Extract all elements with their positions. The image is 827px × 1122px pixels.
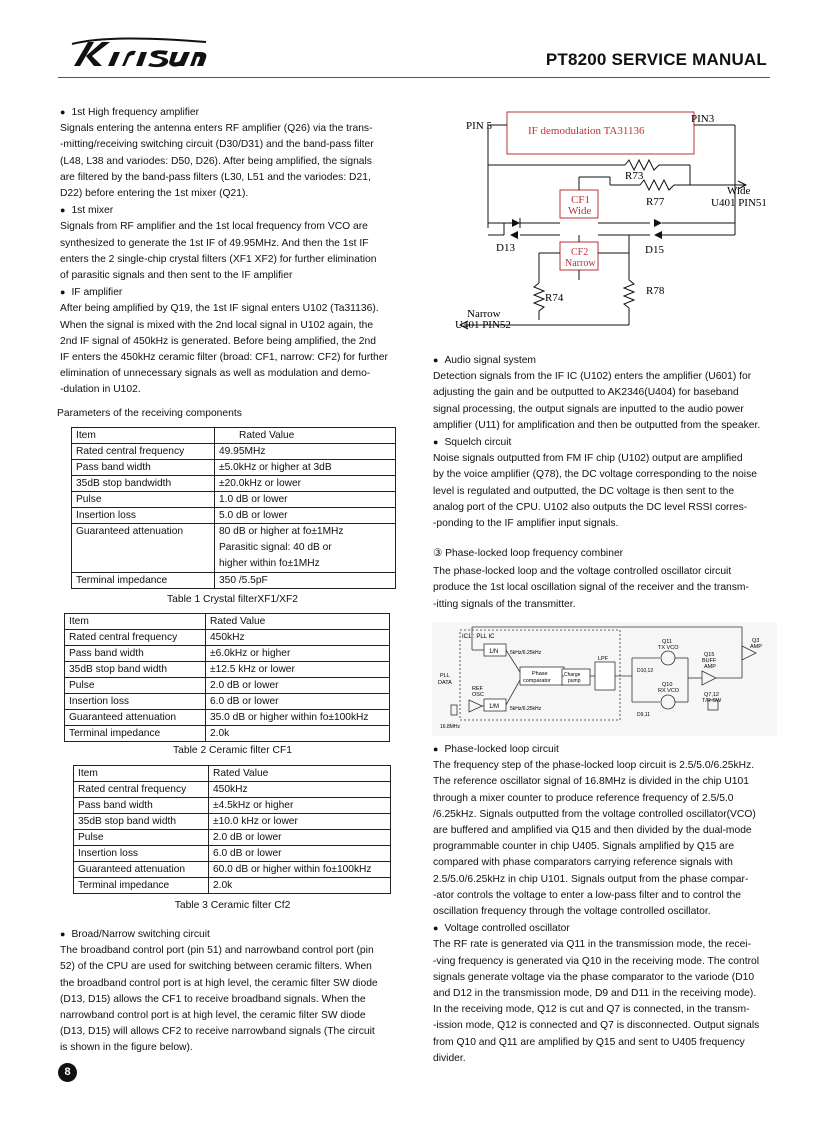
- text-line: Signals entering the antenna enters RF amplifier (Q26) via the trans-: [60, 123, 373, 135]
- buff-label: BUFF: [702, 658, 717, 664]
- tr-sw-label: T/R SW: [702, 698, 722, 704]
- text-line: enters the 2 single-chip crystal filters (XF1 XF2) for further elimination: [60, 253, 377, 265]
- table-caption: Table 1 Crystal filterXF1/XF2: [166, 594, 299, 605]
- text-line: is shown in the figure below).: [60, 1042, 193, 1054]
- cf1-wide-label: Wide: [568, 205, 592, 217]
- ic-label: IF demodulation TA31136: [528, 125, 645, 137]
- table-row: [65, 710, 390, 726]
- manual-title: PT8200 SERVICE MANUAL: [545, 50, 767, 69]
- table-header-cell: Item: [65, 614, 206, 630]
- pll-ic-label: IC1 : PLL IC: [462, 634, 495, 640]
- table-row: [74, 830, 391, 846]
- table-cell: 2.0k: [206, 726, 390, 742]
- step-label: 5kHz/6.25kHz: [510, 650, 542, 656]
- q7-label: Q7,12: [704, 692, 719, 698]
- divider-m: 1/M: [489, 704, 500, 710]
- table-cell: Insertion loss: [74, 846, 209, 862]
- section-heading: ● 1st High frequency amplifier: [60, 104, 405, 121]
- table-ceramic-cf2: [73, 765, 391, 894]
- ref-osc-label: REF: [472, 686, 483, 692]
- table-cell: 1.0 dB or lower: [215, 492, 396, 508]
- section-heading: ● Phase-locked loop circuit: [433, 741, 778, 758]
- phase-label: Phase: [532, 671, 548, 677]
- page-number: 8: [58, 1063, 77, 1082]
- text-line: -dulation in U102.: [60, 384, 141, 396]
- r73-label: R73: [625, 170, 644, 182]
- table-cell: ±5.0kHz or higher at 3dB: [215, 460, 396, 476]
- text-line: of parasitic signals and then sent to the IF amplifier: [60, 270, 293, 282]
- text-line: The reference oscillator signal of 16.8MHz is divided in the chip U101: [433, 776, 749, 788]
- narrow-pin-label: U401 PIN52: [455, 319, 511, 331]
- tx-vco-label: TX VCO: [658, 645, 679, 651]
- table-row: [65, 694, 390, 710]
- table-caption: Table 3 Ceramic filter Cf2: [174, 900, 291, 911]
- section-heading: ● Audio signal system: [433, 352, 778, 369]
- r77-label: R77: [646, 196, 665, 208]
- table-cell: Rated central frequency: [74, 782, 209, 798]
- text-line: and D12 in the transmission mode, D9 and D11 in the receiving mode).: [433, 988, 757, 1000]
- text-line: divider.: [433, 1052, 466, 1064]
- table-cell: ±4.5kHz or higher: [209, 798, 391, 814]
- r78-label: R78: [646, 285, 665, 297]
- table-header-cell: Rated Value: [209, 766, 391, 782]
- table-cell: ±10.0 kHz or lower: [209, 814, 391, 830]
- table-row: [72, 492, 396, 508]
- text-line: 2.5/5.0/6.25kHz in chip U101. Signals output from the phase compar-: [433, 873, 749, 885]
- d13-label: D13: [496, 242, 515, 254]
- table-cell: 35.0 dB or higher within fo±100kHz: [206, 710, 390, 726]
- left-text-bottom: [60, 926, 405, 1057]
- text-line: (D13, D15) allows the CF1 to receive broadband signals. When the: [60, 993, 366, 1005]
- table-row: [65, 646, 390, 662]
- text-line: -ponding to the IF amplifier input signals.: [433, 518, 619, 530]
- xtal-label: 16.8MHz: [440, 724, 461, 730]
- table-cell: Guaranteed attenuation: [65, 710, 206, 726]
- text-line: synthesized to generate the 1st IF of 49.95MHz. And then the 1st IF: [60, 237, 369, 249]
- table-header-row: [65, 614, 390, 630]
- left-text-top: [60, 104, 405, 399]
- table-row: [72, 508, 396, 524]
- text-line: The frequency step of the phase-locked loop circuit is 2.5/5.0/6.25kHz.: [433, 760, 755, 772]
- table-caption: Table 2 Ceramic filter CF1: [172, 745, 293, 756]
- table-row: [74, 878, 391, 894]
- table-header-cell: Rated Value: [215, 428, 396, 444]
- text-line: are buffered and amplified via Q15 and then divided by the dual-mode: [433, 825, 752, 837]
- section-heading: ● Squelch circuit: [433, 434, 778, 451]
- table-cell: 6.0 dB or lower: [206, 694, 390, 710]
- section-heading: ● Voltage controlled oscillator: [433, 920, 778, 937]
- text-line: oscillation frequency through the voltage controlled oscillator.: [433, 906, 711, 918]
- table-cell: Rated central frequency: [65, 630, 206, 646]
- pll-data-label: PLL: [440, 673, 450, 679]
- lpf-label: LPF: [598, 656, 609, 662]
- table-header-cell: Rated Value: [206, 614, 390, 630]
- table-header-cell: Item: [72, 428, 215, 444]
- text-line: The broadband control port (pin 51) and narrowband control port (pin: [60, 945, 374, 957]
- table-cell: ±12.5 kHz or lower: [206, 662, 390, 678]
- table-cell: 35dB stop bandwidth: [72, 476, 215, 492]
- text-line: -itting signals of the transmitter.: [433, 598, 576, 610]
- text-line: Detection signals from the IF IC (U102) enters the amplifier (U601) for: [433, 371, 752, 383]
- step-label: 5kHz/6.25kHz: [510, 706, 542, 712]
- ref-osc-label: OSC: [472, 692, 484, 698]
- table-row: [74, 782, 391, 798]
- q11-label: Q11: [662, 639, 672, 645]
- table-cell: 49.95MHz: [215, 444, 396, 460]
- r74-label: R74: [545, 292, 564, 304]
- kirisun-logo: [70, 36, 210, 70]
- q15-label: Q15: [704, 652, 715, 658]
- section-heading: ● 1st mixer: [60, 202, 405, 219]
- table-row: [72, 476, 396, 492]
- table-crystal-filter: [71, 427, 396, 589]
- d10-label: D10,12: [637, 668, 654, 674]
- amp-label: AMP: [704, 664, 716, 670]
- table-cell: 60.0 dB or higher within fo±100kHz: [209, 862, 391, 878]
- pin3-label: PIN3: [691, 113, 715, 125]
- table-cell: Pass band width: [74, 798, 209, 814]
- cf2-narrow-label: Narrow: [565, 258, 596, 269]
- table-cell: 5.0 dB or lower: [215, 508, 396, 524]
- section-heading: ③ Phase-locked loop frequency combiner: [433, 548, 624, 559]
- section-heading: ● IF amplifier: [60, 284, 405, 301]
- wide-pin-label: U401 PIN51: [711, 197, 767, 209]
- table-row: [65, 726, 390, 742]
- table-cell: 35dB stop band width: [65, 662, 206, 678]
- cf2-label: CF2: [571, 247, 589, 258]
- table-cell: Pulse: [72, 492, 215, 508]
- text-line: analog port of the CPU. U102 also outputs the DC level RSSI corres-: [433, 501, 748, 513]
- charge-pump-label: Charge: [564, 672, 581, 678]
- params-title: Parameters of the receiving components: [57, 408, 242, 419]
- text-line: from Q10 and Q11 are amplified by Q15 and sent to U405 frequency: [433, 1036, 745, 1048]
- text-line: /6.25kHz. Signals outputted from the voltage controlled oscillator(VCO): [433, 808, 756, 820]
- text-line: signals generate voltage via the phase comparator to the variode (D10: [433, 971, 755, 983]
- text-line: The phase-locked loop and the voltage controlled oscillator circuit: [433, 566, 732, 578]
- table-header-cell: Item: [74, 766, 209, 782]
- text-line: When the signal is mixed with the 2nd local signal in U102 again, the: [60, 319, 374, 331]
- table-cell: Pass band width: [72, 460, 215, 476]
- text-line: -mitting/receiving switching circuit (D30/D31) and the band-pass filter: [60, 139, 374, 151]
- rx-vco-label: RX VCO: [658, 688, 680, 694]
- table-row: [65, 630, 390, 646]
- table-row: [72, 573, 396, 589]
- text-line: are filtered by the band-pass filters (L30, L51 and the variodes: D21,: [60, 171, 371, 183]
- table-cell: Pass band width: [65, 646, 206, 662]
- table-cell: Terminal impedance: [74, 878, 209, 894]
- pll-block-diagram: [432, 622, 777, 736]
- table-cell: 80 dB or higher at fo±1MHz Parasitic signal: 40 dB or higher within fo±1MHz: [215, 524, 396, 573]
- table-row: [65, 678, 390, 694]
- table-cell: 2.0 dB or lower: [206, 678, 390, 694]
- table-cell: Insertion loss: [65, 694, 206, 710]
- table-row: [74, 798, 391, 814]
- text-line: (D13, D15) will allows CF2 to receive narrowband signals (The circuit: [60, 1026, 375, 1038]
- table-cell: 35dB stop band width: [74, 814, 209, 830]
- text-line: through a mixer counter to produce reference frequency of 2.5/5.0: [433, 792, 734, 804]
- table-cell: 2.0 dB or lower: [209, 830, 391, 846]
- table-cell: Terminal impedance: [72, 573, 215, 589]
- q3-label: Q3: [752, 638, 760, 644]
- text-line: signal processing, the output signals are inputted to the audio power: [433, 403, 744, 415]
- text-line: 52) of the CPU are used for switching between ceramic filters. When: [60, 961, 372, 973]
- table-header-row: [72, 428, 396, 444]
- table-cell: Pulse: [74, 830, 209, 846]
- header-divider: [58, 77, 770, 78]
- table-cell: Guaranteed attenuation: [74, 862, 209, 878]
- text-line: The RF rate is generated via Q11 in the transmission mode, the recei-: [433, 939, 752, 951]
- text-line: programmable counter in chip U405. Signals amplified by Q15 are: [433, 841, 735, 853]
- text-line: Noise signals outputted from FM IF chip (U102) output are amplified: [433, 453, 743, 465]
- right-text-pll-intro: [433, 546, 778, 613]
- charge-pump-label: pump: [568, 678, 581, 684]
- pin5-label: PIN 5: [466, 120, 492, 132]
- filter-switch-circuit: [440, 105, 780, 340]
- text-line: by the voice amplifier (Q78), the DC voltage corresponding to the noise: [433, 469, 757, 481]
- narrow-label: Narrow: [467, 308, 501, 320]
- section-heading: ● Broad/Narrow switching circuit: [60, 926, 405, 943]
- table-row: [65, 662, 390, 678]
- text-line: D22) before entering the 1st mixer (Q21).: [60, 188, 249, 200]
- right-text-top: [433, 352, 778, 532]
- table-cell: ±6.0kHz or higher: [206, 646, 390, 662]
- text-line: (L48, L38 and variodes: D50, D26). After being amplified, the signals: [60, 155, 372, 167]
- text-line: level is regulated and outputted, the DC voltage is then sent to the: [433, 485, 735, 497]
- text-line: amplifier (U11) for amplification and then be outputted from the speaker.: [433, 419, 761, 431]
- text-line: compared with phase comparators carrying reference signals with: [433, 857, 733, 869]
- q3-amp-label: AMP: [750, 644, 762, 650]
- table-cell: ±20.0kHz or lower: [215, 476, 396, 492]
- text-line: -ving frequency is generated via Q10 in the receiving mode. The control: [433, 955, 760, 967]
- table-row: [74, 846, 391, 862]
- text-line: narrowband control port is at high level, the ceramic filter SW diode: [60, 1010, 366, 1022]
- table-header-row: [74, 766, 391, 782]
- text-line: the broadband control port is at high level, the ceramic filter SW diode: [60, 977, 378, 989]
- text-line: In the receiving mode, Q12 is cut and Q7 is connected, in the transm-: [433, 1004, 750, 1016]
- right-text-bottom: [433, 741, 778, 1067]
- table-row: [74, 814, 391, 830]
- table-cell: Pulse: [65, 678, 206, 694]
- table-cell: 6.0 dB or lower: [209, 846, 391, 862]
- table-cell: Insertion loss: [72, 508, 215, 524]
- table-cell: Rated central frequency: [72, 444, 215, 460]
- table-cell: Guaranteed attenuation: [72, 524, 215, 573]
- text-line: adjusting the gain and be outputted to AK2346(U404) for baseband: [433, 387, 739, 399]
- table-cell: 350 /5.5pF: [215, 573, 396, 589]
- cf1-label: CF1: [571, 194, 590, 206]
- comparator-label: comparator: [523, 678, 551, 684]
- table-row: [72, 444, 396, 460]
- text-line: elimination of unnecessary signals as well as modulation and demo-: [60, 368, 371, 380]
- table-ceramic-cf1: [64, 613, 390, 742]
- text-line: produce the 1st local oscillation signal of the receiver and the transm-: [433, 582, 749, 594]
- q10-label: Q10: [662, 682, 673, 688]
- text-line: IF enters the 450kHz ceramic filter (broad: CF1, narrow: CF2) for further: [60, 352, 388, 364]
- wide-label: Wide: [727, 185, 751, 197]
- pll-data-label: DATA: [438, 680, 452, 686]
- text-line: -ator controls the voltage to enter a low-pass filter and to control the: [433, 889, 741, 901]
- text-line: 2nd IF signal of 450kHz is generated. Before being amplified, the 2nd: [60, 335, 376, 347]
- table-row: [72, 460, 396, 476]
- text-line: Signals from RF amplifier and the 1st local frequency from VCO are: [60, 221, 368, 233]
- divider-n: 1/N: [489, 649, 499, 655]
- table-cell: 450kHz: [209, 782, 391, 798]
- table-cell: Terminal impedance: [65, 726, 206, 742]
- table-cell: 450kHz: [206, 630, 390, 646]
- d9-label: D9,11: [637, 712, 650, 718]
- table-cell: 2.0k: [209, 878, 391, 894]
- table-row: [74, 862, 391, 878]
- text-line: -ission mode, Q12 is connected and Q7 is disconnected. Output signals: [433, 1020, 760, 1032]
- table-row: [72, 524, 396, 573]
- d15-label: D15: [645, 244, 664, 256]
- text-line: After being amplified by Q19, the 1st IF signal enters U102 (Ta31136).: [60, 303, 379, 315]
